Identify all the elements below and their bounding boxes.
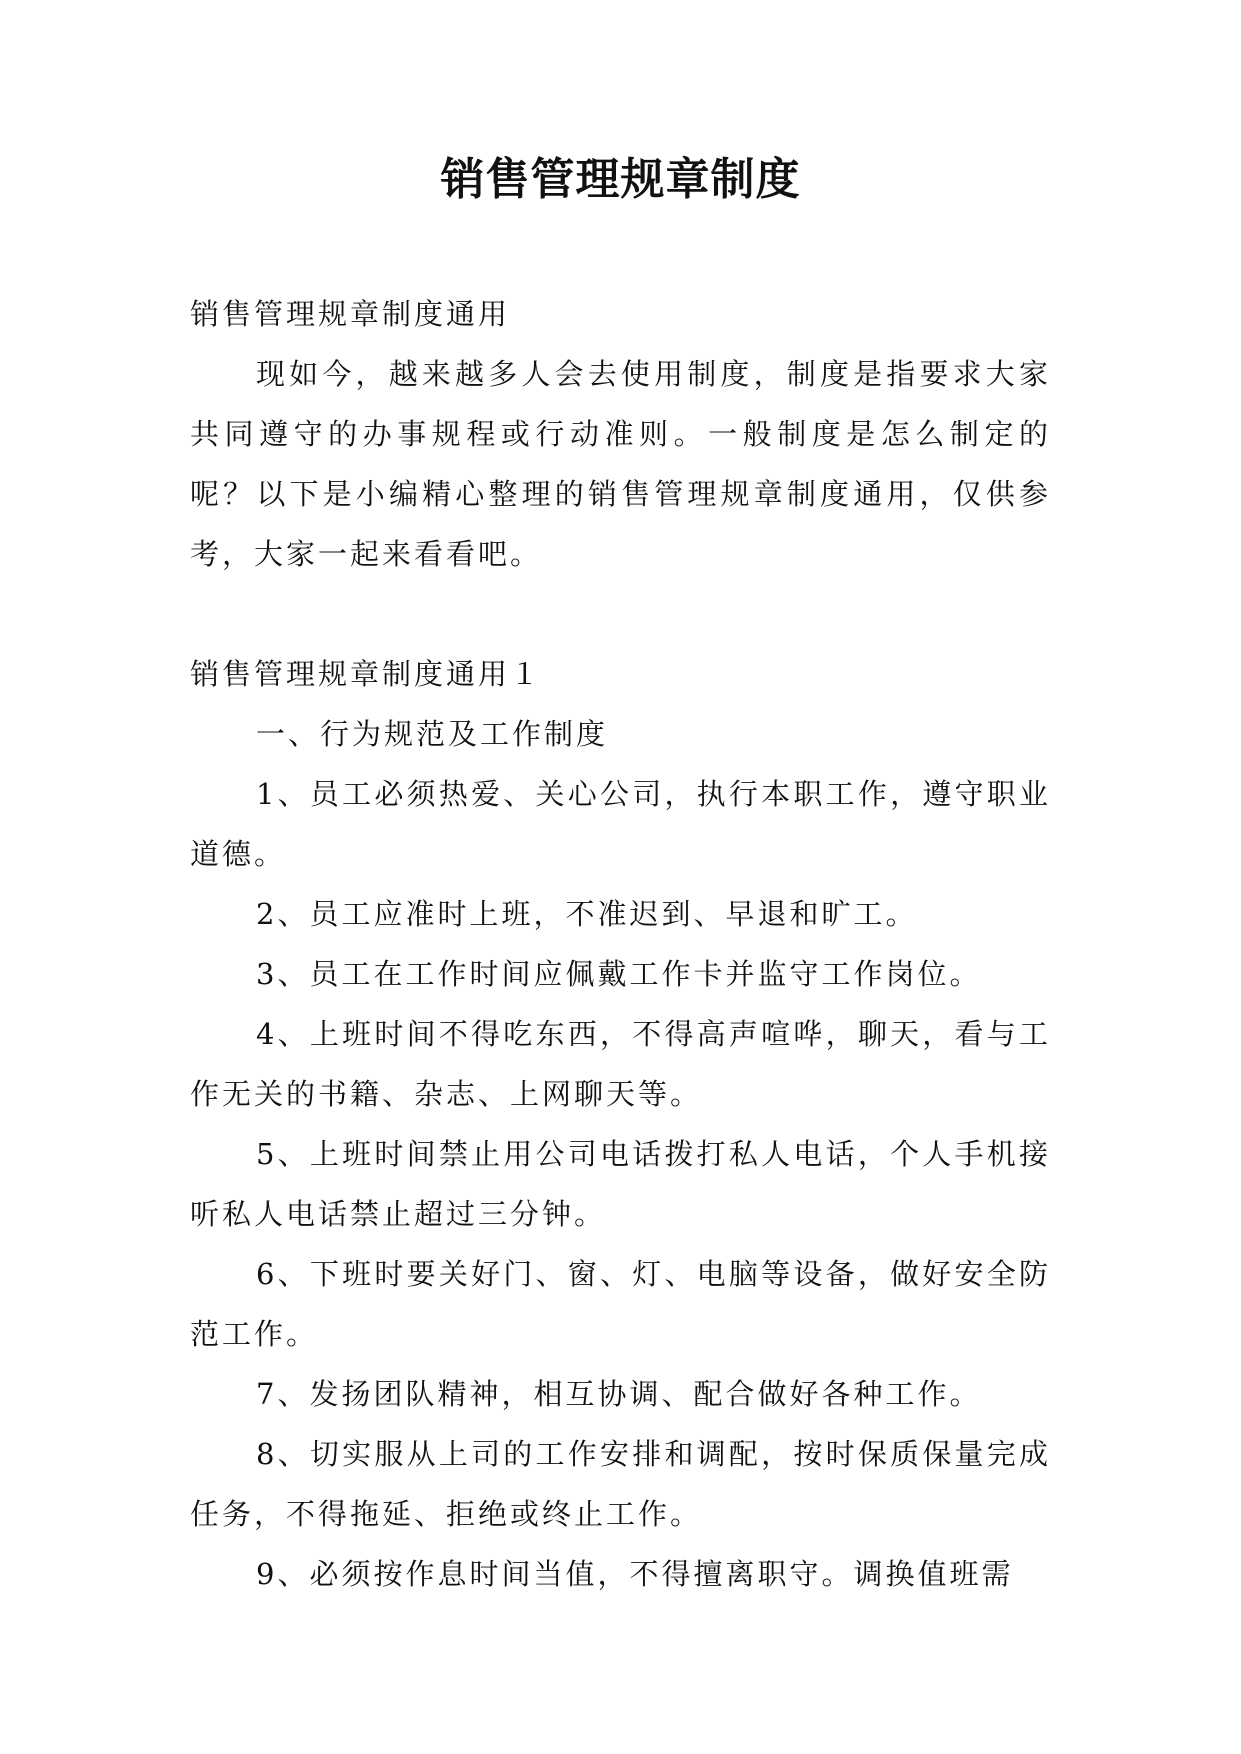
document-title: 销售管理规章制度 — [440, 154, 801, 205]
rule-item-3: 3、员工在工作时间应佩戴工作卡并监守工作岗位。 — [256, 957, 982, 991]
document-subtitle: 销售管理规章制度通用 — [190, 297, 511, 331]
rule-item-8: 8、切实服从上司的工作安排和调配，按时保质保量完成任务，不得拖延、拒绝或终止工作。 — [190, 1437, 1051, 1531]
rule-item-4: 4、上班时间不得吃东西，不得高声喧哗，聊天，看与工作无关的书籍、杂志、上网聊天等。 — [190, 1017, 1051, 1111]
rule-item-5: 5、上班时间禁止用公司电话拨打私人电话，个人手机接听私人电话禁止超过三分钟。 — [190, 1137, 1051, 1231]
paragraph-spacer — [190, 584, 1051, 644]
rule-item-2: 2、员工应准时上班，不准迟到、早退和旷工。 — [256, 897, 918, 931]
rule-item-7: 7、发扬团队精神，相互协调、配合做好各种工作。 — [256, 1377, 982, 1411]
intro-paragraph: 现如今，越来越多人会去使用制度，制度是指要求大家共同遵守的办事规程或行动准则。一般制度是怎么制定的呢？以下是小编精心整理的销售管理规章制度通用，仅供参考，大家一起来看看吧。 — [190, 357, 1051, 571]
rule-item-1: 1、员工必须热爱、关心公司，执行本职工作，遵守职业道德。 — [190, 777, 1051, 871]
rule-item-6: 6、下班时要关好门、窗、灯、电脑等设备，做好安全防范工作。 — [190, 1257, 1051, 1351]
document-body — [190, 284, 1051, 1604]
rule-item-9: 9、必须按作息时间当值，不得擅离职守。调换值班需 — [256, 1557, 1014, 1591]
chapter-heading: 一、行为规范及工作制度 — [256, 717, 609, 751]
section-title: 销售管理规章制度通用１ — [190, 657, 543, 691]
